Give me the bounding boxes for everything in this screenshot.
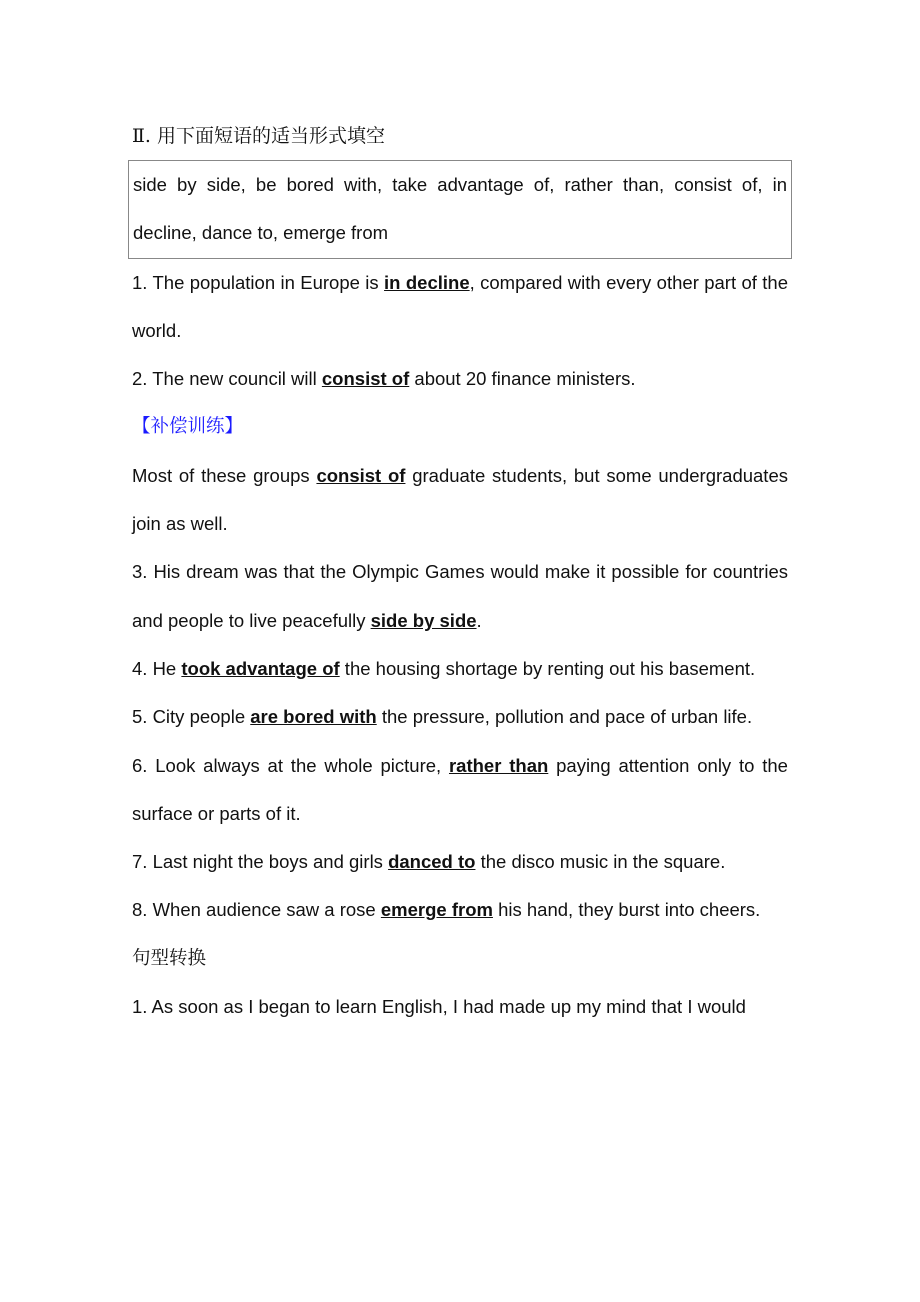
sentence-text: 4. He — [132, 657, 182, 679]
answer: rather than — [448, 754, 549, 776]
answer: emerge from — [380, 899, 493, 921]
sentence-text: . — [476, 609, 482, 631]
answer: in decline — [384, 271, 470, 293]
exercise-sentence — [132, 645, 788, 693]
exercise-sentence — [132, 886, 788, 934]
sentence-text: 2. The new council will — [132, 368, 322, 390]
sentence-text: 6. Look always at the whole picture, — [132, 754, 449, 776]
sentence-text: the pressure, pollution and pace of urban life. — [376, 706, 753, 728]
exercise-sentence — [132, 838, 788, 886]
sentence-text: his hand, they burst into cheers. — [492, 899, 761, 921]
answer: took advantage of — [181, 657, 340, 679]
supplement-sentence — [132, 452, 788, 549]
sentence-text: 5. City people — [132, 706, 251, 728]
sentence-text: the housing shortage by renting out his basement. — [339, 657, 756, 679]
section-heading: Ⅱ. 用下面短语的适当形式填空 — [132, 125, 385, 147]
sentence-text: Most of these groups — [132, 464, 317, 486]
word-box-text: side by side, be bored with, take advantage of, rather than, consist of, in decline, dance to, emerge from — [133, 174, 787, 244]
exercise-sentence — [132, 355, 788, 403]
word-box — [128, 160, 792, 259]
answer: consist of — [321, 368, 410, 390]
answer: are bored with — [250, 706, 377, 728]
sentence-text: , compared with every other part of the world. — [132, 271, 789, 341]
exercise-sentence — [132, 742, 788, 839]
answer: side by side — [370, 609, 477, 631]
sentence-text: paying attention only to the surface or parts of it. — [132, 754, 788, 824]
sentence-text: 3. His dream was that the Olympic Games would make it possible for countries and people to live peacefully — [132, 561, 788, 631]
sentence-text: 7. Last night the boys and girls — [132, 851, 389, 873]
document-page — [132, 112, 788, 1031]
sentence-text: the disco music in the square. — [475, 851, 726, 873]
sentence-text: graduate students, but some undergraduates join as well. — [132, 464, 788, 535]
exercise-sentence — [132, 693, 788, 741]
exercise-sentence — [132, 548, 788, 645]
sentence-text: 8. When audience saw a rose — [132, 899, 381, 921]
answer: danced to — [388, 851, 476, 873]
section2-item: 1. As soon as I began to learn English, I had made up my mind that I would — [132, 996, 746, 1018]
sentence-text: about 20 finance ministers. — [409, 368, 636, 390]
section2-title: 句型转换 — [132, 947, 207, 969]
answer: consist of — [316, 464, 406, 486]
exercise-sentence — [132, 259, 788, 356]
supplement-label: 【补偿训练】 — [132, 416, 244, 438]
sentence-text: 1. The population in Europe is — [132, 271, 385, 293]
